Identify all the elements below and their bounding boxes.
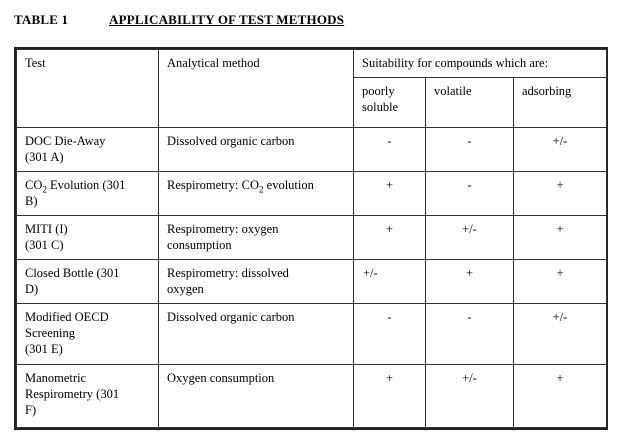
cell-test bbox=[17, 365, 159, 428]
method-text: evolution bbox=[263, 178, 314, 192]
test-line: Screening bbox=[25, 326, 75, 340]
header-poorly-soluble bbox=[354, 78, 426, 128]
test-text: CO bbox=[25, 178, 43, 192]
cell-poorly-soluble: - bbox=[354, 304, 426, 365]
cell-test bbox=[17, 216, 159, 260]
test-line: Manometric bbox=[25, 371, 87, 385]
table-caption bbox=[14, 12, 345, 28]
method-subscript: 2 bbox=[259, 184, 264, 195]
test-line: Respirometry (301 bbox=[25, 387, 120, 401]
cell-poorly-soluble: + bbox=[354, 365, 426, 428]
table-number: TABLE 1 bbox=[14, 12, 69, 27]
method-line: Respirometry: dissolved bbox=[167, 266, 289, 280]
table-row bbox=[17, 128, 607, 172]
cell-adsorbing: + bbox=[514, 365, 607, 428]
cell-method bbox=[159, 260, 354, 304]
test-line: Modified OECD bbox=[25, 310, 109, 324]
method-line: Respirometry: oxygen bbox=[167, 222, 279, 236]
cell-method bbox=[159, 365, 354, 428]
method-line bbox=[167, 177, 345, 193]
test-line: MITI (I) bbox=[25, 222, 68, 236]
table-row bbox=[17, 216, 607, 260]
cell-adsorbing: + bbox=[514, 216, 607, 260]
method-text: Respirometry: CO bbox=[167, 178, 260, 192]
cell-method bbox=[159, 216, 354, 260]
header-poorly-line2: soluble bbox=[362, 100, 399, 114]
cell-poorly-soluble: - bbox=[354, 128, 426, 172]
cell-test bbox=[17, 128, 159, 172]
table-row bbox=[17, 365, 607, 428]
cell-method bbox=[159, 128, 354, 172]
test-line bbox=[25, 177, 150, 193]
header-suitability: Suitability for compounds which are: bbox=[354, 50, 607, 78]
test-subscript: 2 bbox=[42, 184, 47, 195]
header-row bbox=[17, 50, 607, 78]
method-line: oxygen bbox=[167, 282, 204, 296]
table bbox=[16, 49, 607, 428]
test-line: (301 A) bbox=[25, 150, 64, 164]
cell-volatile: + bbox=[426, 260, 514, 304]
cell-poorly-soluble: +/- bbox=[354, 260, 426, 304]
header-analytical-method: Analytical method bbox=[159, 50, 354, 128]
test-line: (301 C) bbox=[25, 238, 64, 252]
table-row bbox=[17, 304, 607, 365]
cell-adsorbing: +/- bbox=[514, 128, 607, 172]
test-line: DOC Die-Away bbox=[25, 134, 106, 148]
test-line: Closed Bottle (301 bbox=[25, 266, 120, 280]
header-volatile: volatile bbox=[426, 78, 514, 128]
cell-poorly-soluble: + bbox=[354, 172, 426, 216]
test-line: B) bbox=[25, 194, 38, 208]
header-test: Test bbox=[17, 50, 159, 128]
test-text: Evolution (301 bbox=[46, 178, 126, 192]
test-line: F) bbox=[25, 403, 37, 417]
cell-method bbox=[159, 304, 354, 365]
cell-test bbox=[17, 304, 159, 365]
cell-volatile: +/- bbox=[426, 365, 514, 428]
cell-adsorbing: + bbox=[514, 172, 607, 216]
cell-method bbox=[159, 172, 354, 216]
cell-test bbox=[17, 260, 159, 304]
test-line: D) bbox=[25, 282, 39, 296]
applicability-table bbox=[14, 47, 608, 430]
cell-adsorbing: + bbox=[514, 260, 607, 304]
test-line: (301 E) bbox=[25, 342, 63, 356]
cell-adsorbing: +/- bbox=[514, 304, 607, 365]
cell-volatile: - bbox=[426, 172, 514, 216]
table-row bbox=[17, 260, 607, 304]
method-line: Oxygen consumption bbox=[167, 371, 275, 385]
table-title: APPLICABILITY OF TEST METHODS bbox=[109, 12, 345, 27]
method-line: consumption bbox=[167, 238, 232, 252]
cell-test bbox=[17, 172, 159, 216]
method-line: Dissolved organic carbon bbox=[167, 134, 295, 148]
cell-volatile: - bbox=[426, 304, 514, 365]
method-line: Dissolved organic carbon bbox=[167, 310, 295, 324]
table-row bbox=[17, 172, 607, 216]
cell-poorly-soluble: + bbox=[354, 216, 426, 260]
cell-volatile: - bbox=[426, 128, 514, 172]
header-adsorbing: adsorbing bbox=[514, 78, 607, 128]
header-poorly-line1: poorly bbox=[362, 84, 395, 98]
cell-volatile: +/- bbox=[426, 216, 514, 260]
